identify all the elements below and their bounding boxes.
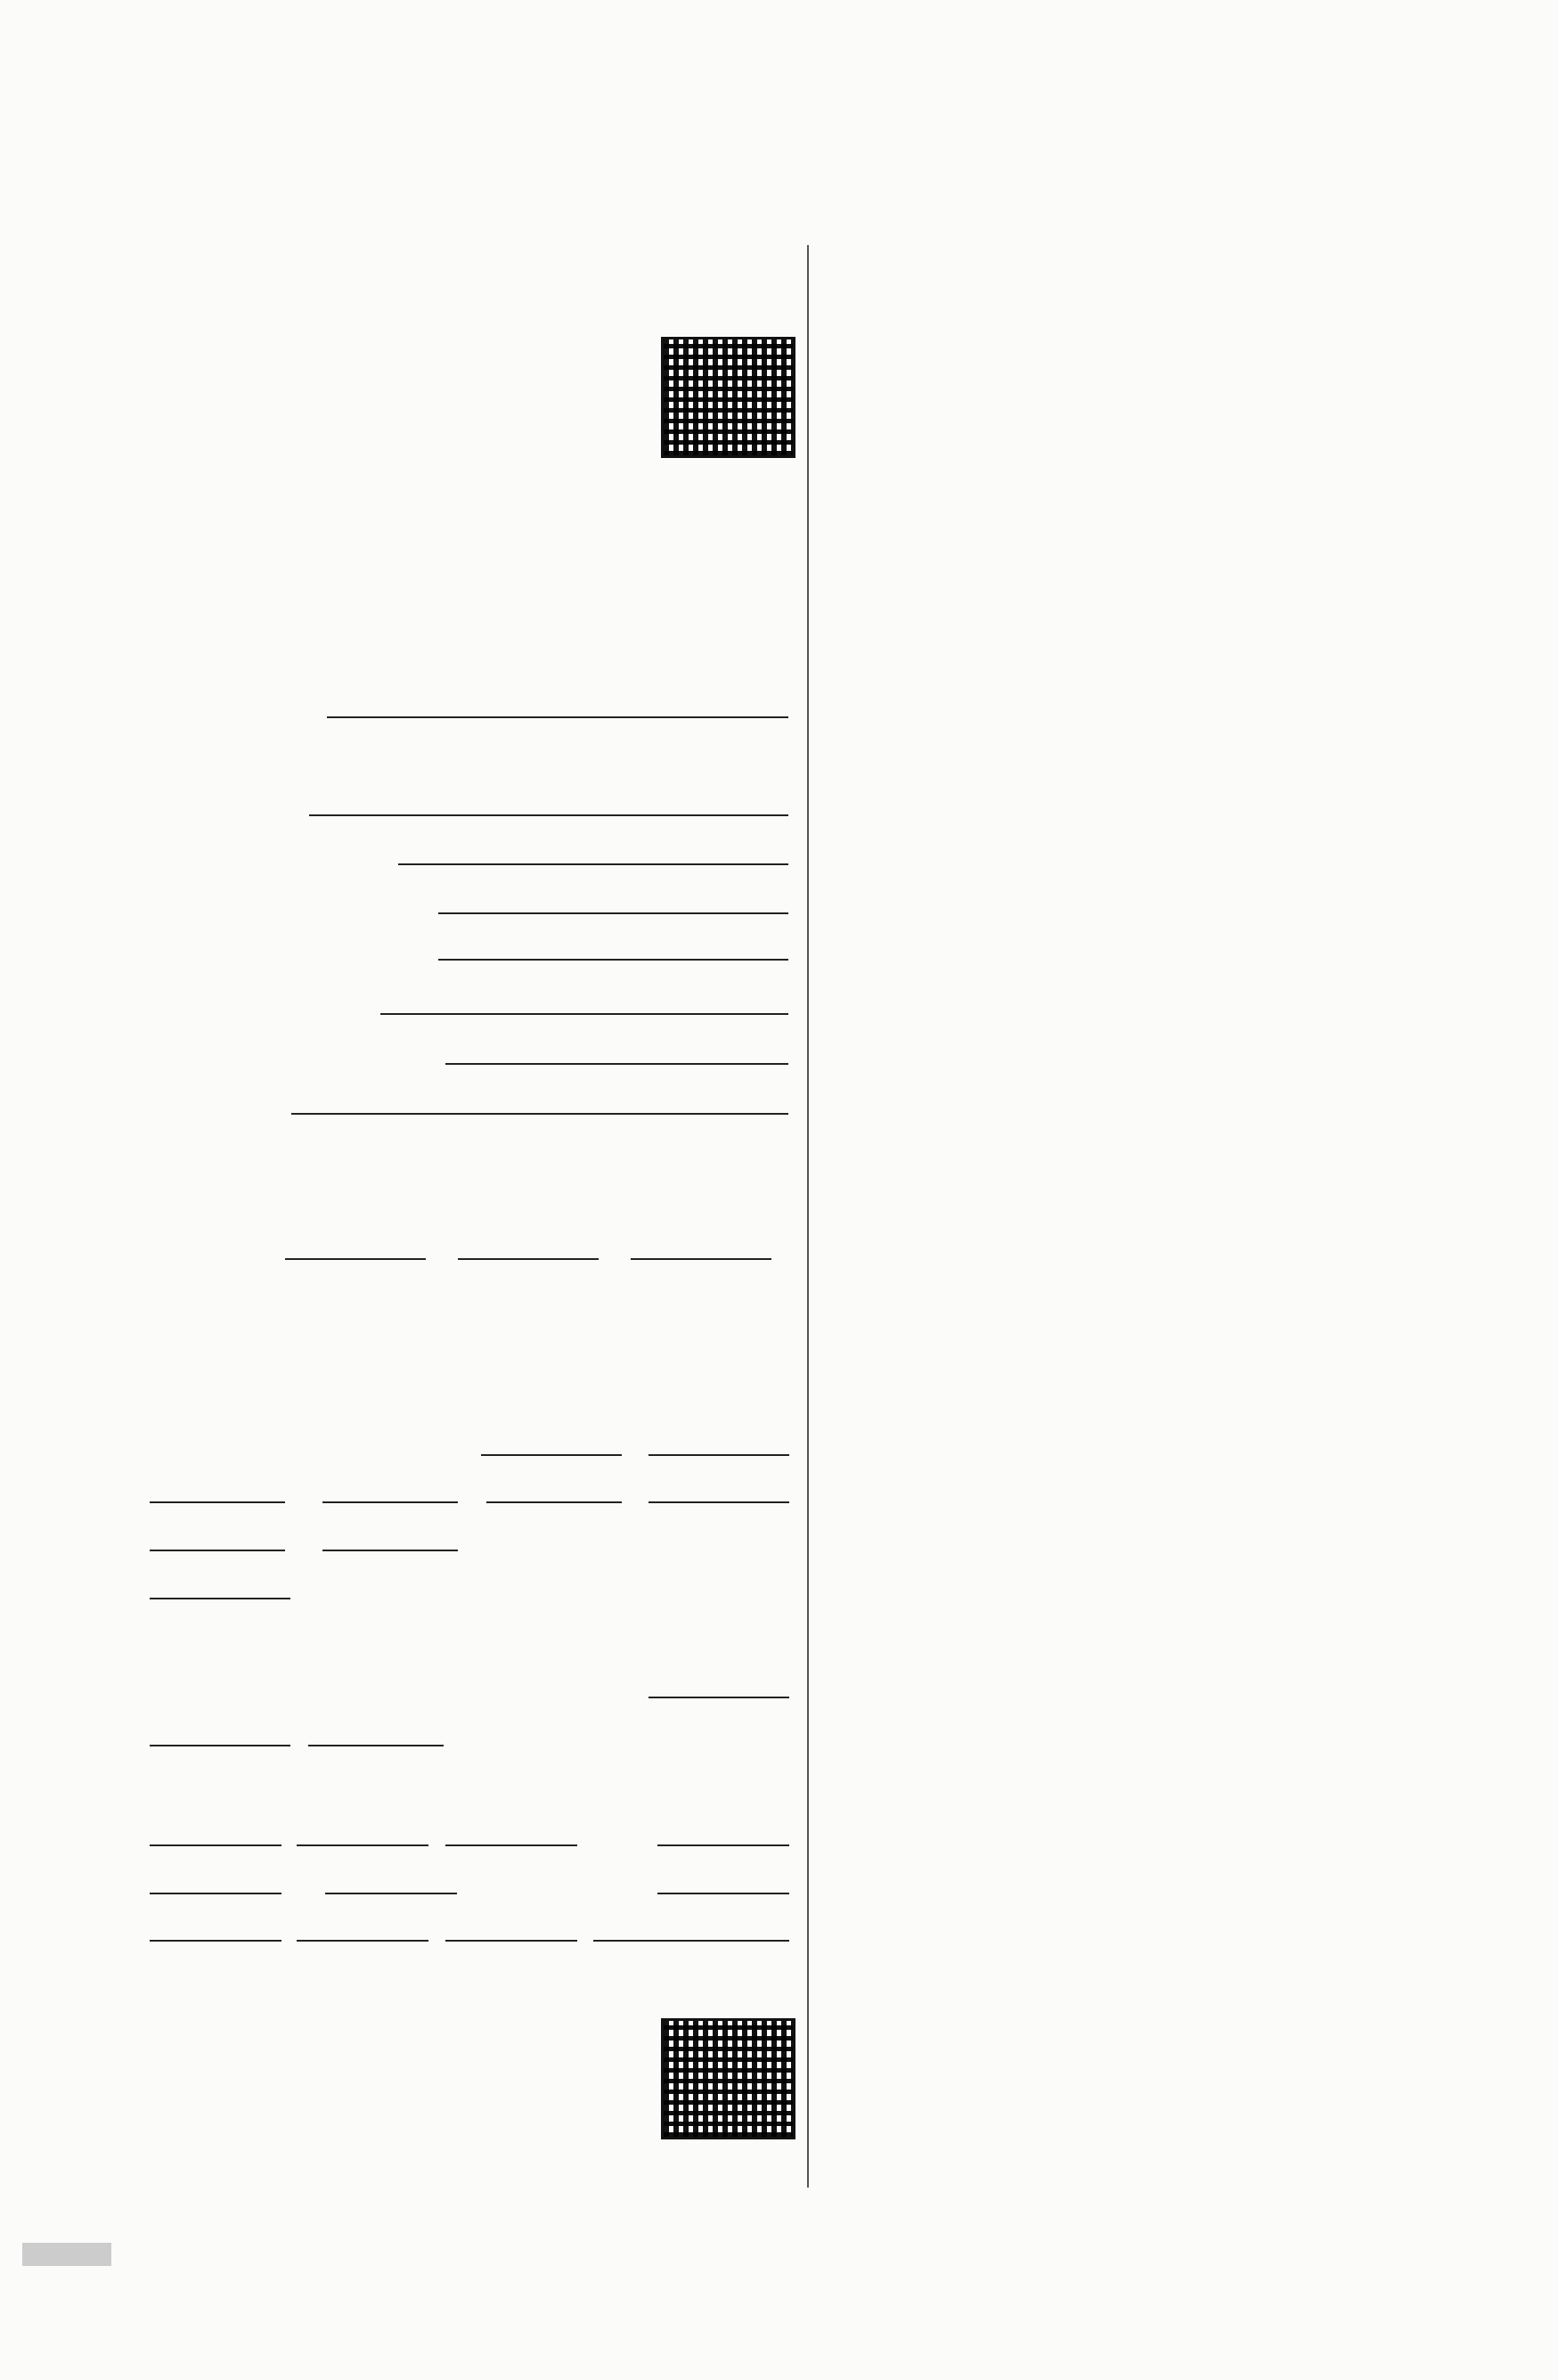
answer-blank[interactable] bbox=[657, 1805, 789, 1846]
answer-blank[interactable] bbox=[322, 1462, 458, 1503]
answer-blank[interactable] bbox=[445, 1901, 577, 1942]
answer-blank[interactable] bbox=[285, 1219, 426, 1260]
answer-blank[interactable] bbox=[297, 1805, 428, 1846]
answer-blank[interactable] bbox=[150, 1462, 285, 1503]
answer-blank[interactable] bbox=[325, 1853, 457, 1894]
footer-bar bbox=[22, 2243, 111, 2266]
answer-blank[interactable] bbox=[150, 1705, 290, 1746]
answer-blank[interactable] bbox=[631, 1219, 771, 1260]
answer-blank[interactable] bbox=[438, 873, 788, 914]
answer-blank[interactable] bbox=[327, 677, 788, 718]
answer-blank[interactable] bbox=[291, 1074, 788, 1115]
qr-code-icon[interactable] bbox=[661, 2018, 795, 2139]
answer-blank[interactable] bbox=[150, 1510, 285, 1551]
answer-blank[interactable] bbox=[322, 1510, 458, 1551]
answer-blank[interactable] bbox=[150, 1558, 290, 1599]
answer-blank[interactable] bbox=[648, 1657, 789, 1698]
answer-blank[interactable] bbox=[657, 1853, 789, 1894]
answer-blank[interactable] bbox=[309, 775, 788, 816]
qr-code-icon[interactable] bbox=[661, 337, 795, 458]
answer-blank[interactable] bbox=[486, 1462, 622, 1503]
answer-blank[interactable] bbox=[481, 1415, 622, 1456]
answer-blank[interactable] bbox=[648, 1415, 789, 1456]
answer-blank[interactable] bbox=[398, 824, 788, 865]
answer-blank[interactable] bbox=[297, 1901, 428, 1942]
answer-blank[interactable] bbox=[438, 920, 788, 961]
answer-blank[interactable] bbox=[308, 1705, 444, 1746]
answer-blank[interactable] bbox=[445, 1024, 788, 1065]
answer-blank[interactable] bbox=[380, 974, 788, 1015]
answer-blank[interactable] bbox=[150, 1853, 281, 1894]
answer-blank[interactable] bbox=[445, 1805, 577, 1846]
answer-blank[interactable] bbox=[150, 1805, 281, 1846]
column-divider bbox=[807, 245, 809, 2188]
answer-blank[interactable] bbox=[593, 1901, 789, 1942]
answer-blank[interactable] bbox=[458, 1219, 599, 1260]
answer-blank[interactable] bbox=[150, 1901, 281, 1942]
answer-blank[interactable] bbox=[648, 1462, 789, 1503]
